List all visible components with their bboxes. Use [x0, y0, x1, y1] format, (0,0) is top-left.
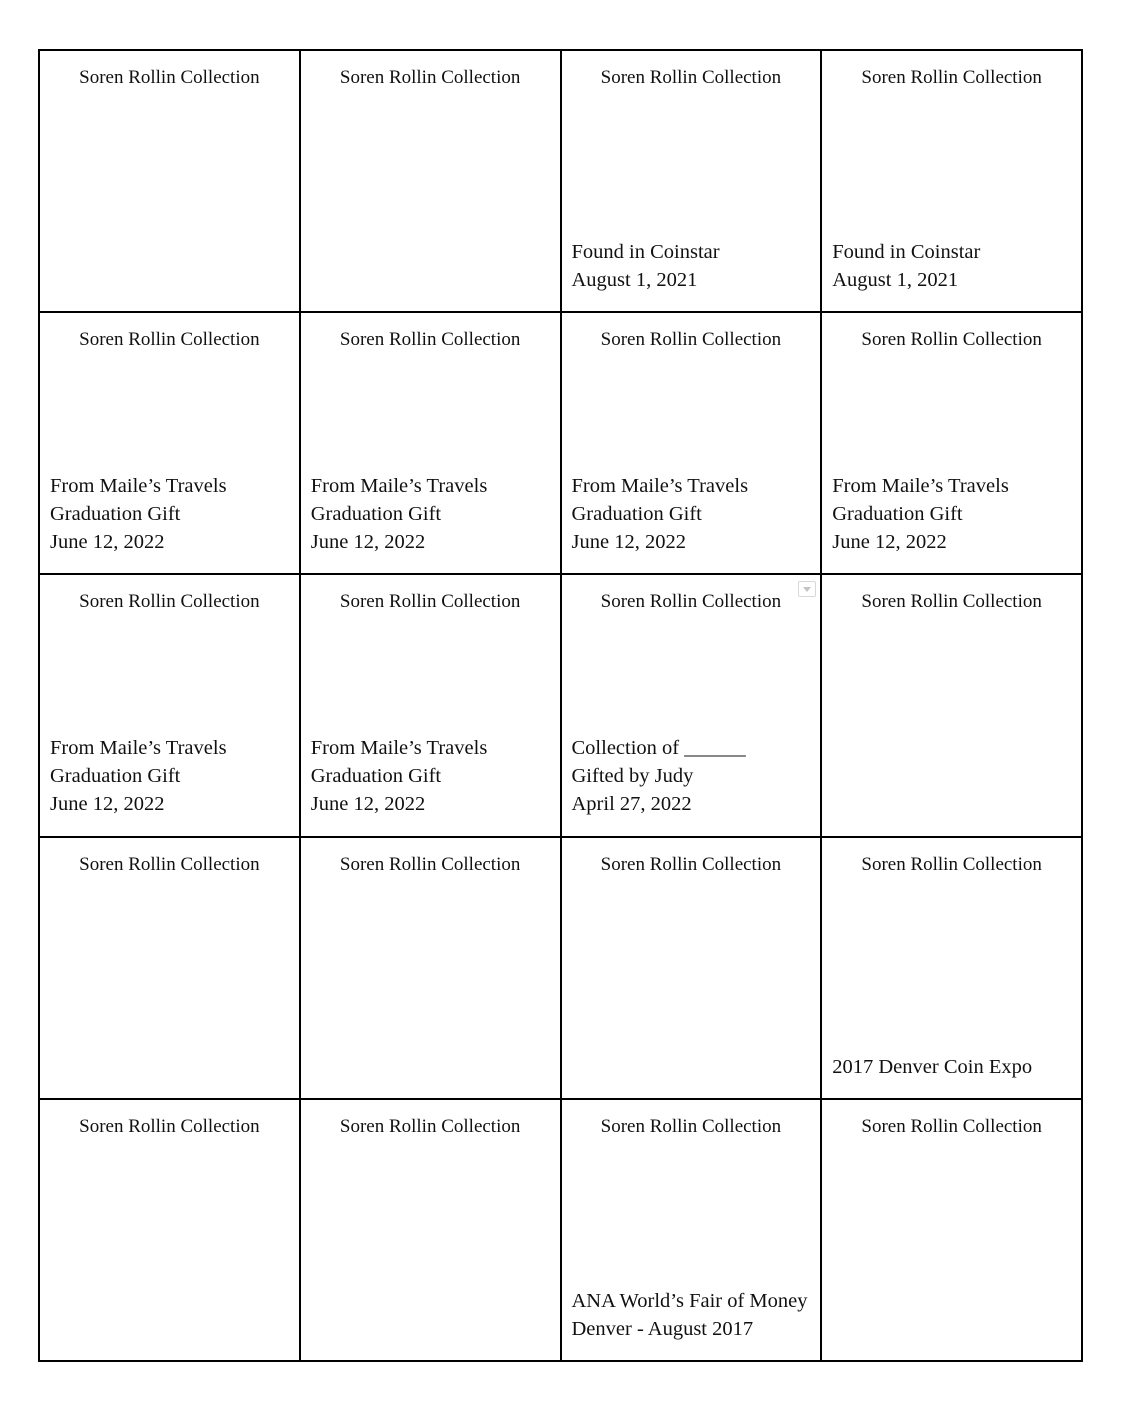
label-row [39, 574, 1082, 836]
label-cell[interactable] [561, 574, 822, 836]
note-line: Graduation Gift [571, 503, 702, 526]
label-note [572, 734, 815, 818]
note-line: April 27, 2022 [571, 793, 692, 816]
note-line: From Maile’s Travels [571, 475, 749, 498]
label-cell[interactable] [561, 1099, 822, 1361]
note-line: August 1, 2021 [832, 269, 959, 291]
label-row [39, 1099, 1082, 1361]
label-note [832, 472, 1075, 556]
label-header: Soren Rollin Collection [600, 591, 782, 613]
label-header: Soren Rollin Collection [861, 329, 1042, 351]
note-line: From Maile’s Travels [50, 475, 227, 498]
note-line: From Maile’s Travels [310, 737, 488, 760]
label-header: Soren Rollin Collection [861, 1115, 1042, 1137]
note-line: June 12, 2022 [310, 793, 426, 816]
label-cell[interactable] [300, 1099, 561, 1361]
label-cell[interactable] [300, 574, 561, 836]
label-header: Soren Rollin Collection [339, 591, 521, 613]
label-header: Soren Rollin Collection [600, 329, 782, 351]
note-line: Graduation Gift [310, 503, 442, 526]
label-header: Soren Rollin Collection [861, 591, 1042, 613]
label-cell[interactable] [39, 574, 300, 836]
label-cell[interactable] [821, 574, 1082, 836]
label-note [832, 1053, 1075, 1081]
note-line: From Maile’s Travels [310, 475, 488, 498]
note-line: Graduation Gift [832, 503, 963, 526]
note-line: June 12, 2022 [571, 531, 686, 554]
label-cell[interactable] [300, 312, 561, 574]
note-line: ANA World’s Fair of Money [571, 1289, 808, 1312]
label-note [50, 472, 293, 556]
label-cell[interactable] [300, 837, 561, 1099]
note-line: August 1, 2021 [571, 269, 698, 291]
note-line: Collection of ______ [571, 737, 746, 760]
label-note [311, 734, 554, 818]
label-header: Soren Rollin Collection [861, 853, 1042, 875]
note-line: Found in Coinstar [832, 241, 981, 263]
label-cell[interactable] [561, 50, 822, 312]
label-note [832, 238, 1075, 294]
note-line: From Maile’s Travels [50, 737, 227, 760]
note-line: Graduation Gift [50, 765, 181, 788]
label-header: Soren Rollin Collection [339, 329, 521, 351]
label-header: Soren Rollin Collection [79, 591, 260, 613]
label-cell[interactable] [39, 50, 300, 312]
label-note [572, 1287, 815, 1343]
note-line: From Maile’s Travels [832, 475, 1009, 498]
note-line: 2017 Denver Coin Expo [832, 1055, 1033, 1078]
label-header: Soren Rollin Collection [339, 1115, 521, 1137]
label-cell[interactable] [821, 1099, 1082, 1361]
note-line: June 12, 2022 [310, 531, 426, 554]
note-line: Found in Coinstar [571, 241, 720, 263]
label-header: Soren Rollin Collection [600, 1115, 782, 1137]
label-header: Soren Rollin Collection [339, 67, 521, 88]
label-header: Soren Rollin Collection [600, 67, 782, 88]
note-line: June 12, 2022 [832, 531, 947, 554]
label-row [39, 312, 1082, 574]
label-note [50, 734, 293, 818]
label-cell[interactable] [39, 312, 300, 574]
label-header: Soren Rollin Collection [79, 329, 260, 351]
label-cell[interactable] [821, 50, 1082, 312]
label-note [572, 472, 815, 556]
label-cell[interactable] [300, 50, 561, 312]
note-line: Graduation Gift [50, 503, 181, 526]
note-line: Denver - August 2017 [571, 1317, 754, 1340]
label-cell[interactable] [821, 837, 1082, 1099]
label-cell[interactable] [39, 1099, 300, 1361]
note-line: Graduation Gift [310, 765, 442, 788]
note-line: June 12, 2022 [50, 531, 165, 554]
label-note [311, 472, 554, 556]
label-header: Soren Rollin Collection [600, 853, 782, 875]
label-cell[interactable] [561, 312, 822, 574]
label-header: Soren Rollin Collection [79, 853, 260, 875]
label-cell[interactable] [561, 837, 822, 1099]
note-line: Gifted by Judy [571, 765, 694, 788]
label-note [572, 238, 815, 294]
label-header: Soren Rollin Collection [79, 67, 260, 88]
label-row [39, 837, 1082, 1099]
label-header: Soren Rollin Collection [339, 853, 521, 875]
chevron-down-icon[interactable] [798, 581, 816, 597]
label-row [39, 50, 1082, 312]
label-header: Soren Rollin Collection [79, 1115, 260, 1137]
label-grid [38, 49, 1083, 1362]
note-line: June 12, 2022 [50, 793, 165, 816]
label-cell[interactable] [821, 312, 1082, 574]
label-header: Soren Rollin Collection [861, 67, 1042, 88]
label-cell[interactable] [39, 837, 300, 1099]
